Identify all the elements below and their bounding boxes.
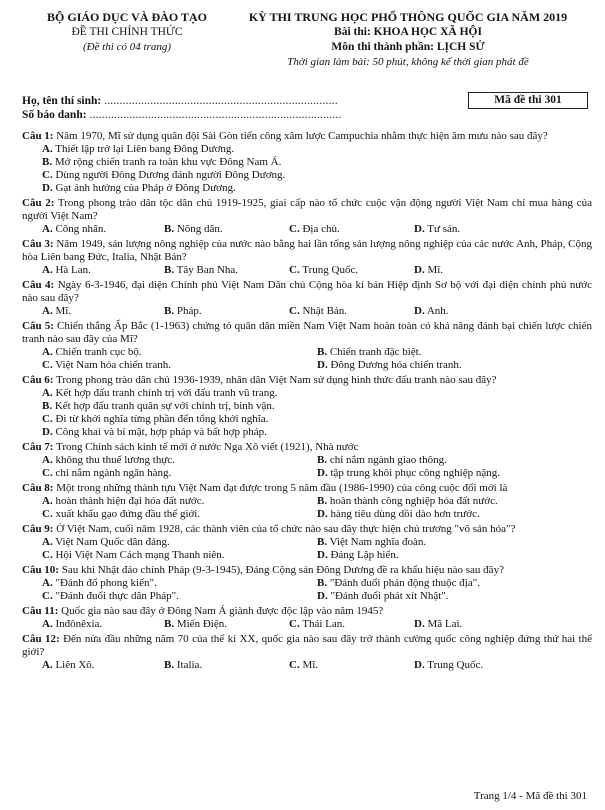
option-key: B. <box>317 346 328 358</box>
option-text: Việt Nam nghĩa đoàn. <box>329 536 427 548</box>
option-text: Nông dân. <box>176 223 223 235</box>
question-stem <box>22 320 592 346</box>
question-number: Câu 2: <box>22 197 55 209</box>
option-key: C. <box>42 467 53 479</box>
ministry-name: BỘ GIÁO DỤC VÀ ĐÀO TẠO <box>47 10 207 24</box>
answer-option <box>42 359 317 372</box>
answer-option <box>317 590 592 603</box>
option-text: xuất khẩu gạo đứng đầu thế giới. <box>55 508 201 520</box>
answer-option <box>42 495 317 508</box>
option-key: D. <box>414 223 425 235</box>
option-text: Tư sản. <box>427 223 461 235</box>
answer-option <box>317 467 592 480</box>
option-key: A. <box>42 143 53 155</box>
option-text: Tây Ban Nha. <box>176 264 239 276</box>
option-key: A. <box>42 346 53 358</box>
question-text: Sau khi Nhật đảo chính Pháp (9-3-1945), Đảng Cộng sản Đông Dương đề ra khẩu hiệu nào sau đây? <box>61 564 504 576</box>
answer-option <box>42 467 317 480</box>
option-key: C. <box>289 659 300 671</box>
option-text: tập trung khôi phục công nghiệp nặng. <box>330 467 501 479</box>
option-key: A. <box>42 305 53 317</box>
answer-options <box>22 659 592 672</box>
answer-option <box>317 577 592 590</box>
answer-option <box>42 536 317 549</box>
candidate-name-label: Họ, tên thí sinh: <box>22 95 102 107</box>
answer-option <box>42 426 592 439</box>
option-text: "Đánh đuổi phát xít Nhật". <box>330 590 449 602</box>
option-text: Công nhân. <box>55 223 107 235</box>
question-number: Câu 8: <box>22 482 54 494</box>
question-9 <box>22 523 592 562</box>
question-text: Trong phong trào dân chủ 1936-1939, nhân dân Việt Nam sử dụng hình thức đấu tranh nào sau đây? <box>56 374 497 386</box>
option-text: Nhật Bản. <box>302 305 348 317</box>
question-list <box>22 130 592 674</box>
option-text: Việt Nam Quốc dân đảng. <box>55 536 170 548</box>
option-key: C. <box>42 359 53 371</box>
candidate-name-field: ............................................................................ <box>104 95 338 107</box>
answer-option <box>414 305 592 318</box>
option-key: C. <box>42 590 53 602</box>
answer-options <box>22 346 592 372</box>
option-key: D. <box>317 590 328 602</box>
option-key: C. <box>42 549 53 561</box>
option-key: B. <box>164 659 175 671</box>
option-text: hoàn thành công nghiệp hóa đất nước. <box>329 495 498 507</box>
option-key: A. <box>42 577 53 589</box>
option-text: Công khai và bí mật, hợp pháp và bất hợp pháp. <box>55 426 267 438</box>
option-text: Mã Lai. <box>427 618 463 630</box>
question-stem <box>22 605 592 618</box>
question-5 <box>22 320 592 372</box>
option-key: D. <box>414 264 425 276</box>
answer-option <box>42 454 317 467</box>
question-8 <box>22 482 592 521</box>
answer-option <box>42 264 164 277</box>
option-key: C. <box>289 305 300 317</box>
candidate-id-row <box>22 108 342 122</box>
option-key: A. <box>42 387 53 399</box>
question-stem <box>22 197 592 223</box>
option-key: D. <box>42 182 53 194</box>
page-count-note: (Đề thi có 04 trang) <box>83 41 171 53</box>
question-number: Câu 5: <box>22 320 54 332</box>
question-text: Chiến thắng Ấp Bắc (1-1963) chứng tỏ quân dân miền Nam Việt Nam hoàn toàn có khả năng đánh bại chiến lược chiến tranh nào sau đây của Mĩ? <box>22 320 592 345</box>
answer-option <box>42 590 317 603</box>
exam-code-box: Mã đề thi 301 <box>468 92 588 109</box>
option-text: Gạt ảnh hưởng của Pháp ở Đông Dương. <box>55 182 236 194</box>
header-left <box>22 10 232 55</box>
question-number: Câu 11: <box>22 605 59 617</box>
option-key: D. <box>317 549 328 561</box>
option-text: không thu thuế lương thực. <box>55 454 175 466</box>
option-key: A. <box>42 454 53 466</box>
answer-option <box>164 659 289 672</box>
question-stem <box>22 564 592 577</box>
answer-option <box>42 156 592 169</box>
answer-option <box>42 223 164 236</box>
option-key: D. <box>317 359 328 371</box>
option-text: Chiến tranh cục bộ. <box>55 346 142 358</box>
option-text: chỉ nắm ngành ngân hàng. <box>55 467 172 479</box>
question-stem <box>22 523 592 536</box>
candidate-id-field: .................................................................................. <box>89 109 342 121</box>
answer-option <box>42 143 592 156</box>
answer-option <box>42 577 317 590</box>
option-key: B. <box>164 264 175 276</box>
option-key: C. <box>42 508 53 520</box>
question-stem <box>22 238 592 264</box>
question-text: Trong phong trào dân tộc dân chủ 1919-1925, giai cấp nào tổ chức cuộc vận động người Việt Nam chỉ mua hàng của người Việt Nam? <box>22 197 592 222</box>
option-text: Kết hợp đấu tranh chính trị với đấu tranh vũ trang. <box>55 387 278 399</box>
option-text: Đảng Lập hiến. <box>330 549 399 561</box>
option-text: Liên Xô. <box>55 659 95 671</box>
option-key: D. <box>414 305 425 317</box>
answer-option <box>164 223 289 236</box>
question-10 <box>22 564 592 603</box>
option-text: Mĩ. <box>302 659 319 671</box>
option-key: B. <box>42 156 53 168</box>
option-text: Đi từ khởi nghĩa từng phần đến tổng khởi nghĩa. <box>55 413 269 425</box>
question-stem <box>22 633 592 659</box>
question-1 <box>22 130 592 195</box>
candidate-info <box>22 94 342 122</box>
question-7 <box>22 441 592 480</box>
answer-option <box>289 618 414 631</box>
answer-option <box>317 549 592 562</box>
answer-option <box>164 305 289 318</box>
question-11 <box>22 605 592 631</box>
answer-option <box>42 659 164 672</box>
question-text: Năm 1970, Mĩ sử dụng quân đội Sài Gòn tiến công xâm lược Campuchia nhằm thực hiện âm mưu nào sau đây? <box>56 130 548 142</box>
option-text: Thái Lan. <box>302 618 346 630</box>
answer-option <box>414 264 592 277</box>
option-text: "Đánh đuổi thực dân Pháp". <box>55 590 179 602</box>
question-text: Trong Chính sách kinh tế mới ở nước Nga Xô viết (1921), Nhà nước <box>56 441 359 453</box>
option-key: D. <box>317 508 328 520</box>
question-number: Câu 7: <box>22 441 54 453</box>
answer-option <box>289 223 414 236</box>
option-text: Mở rộng chiến tranh ra toàn khu vực Đông Nam Á. <box>54 156 282 168</box>
answer-option <box>42 508 317 521</box>
question-number: Câu 3: <box>22 238 54 250</box>
option-key: D. <box>317 467 328 479</box>
option-key: D. <box>414 618 425 630</box>
answer-option <box>42 413 592 426</box>
option-key: B. <box>164 618 175 630</box>
answer-option <box>414 659 592 672</box>
exam-title: KỲ THI TRUNG HỌC PHỔ THÔNG QUỐC GIA NĂM 2019 <box>248 10 568 24</box>
exam-time-note: Thời gian làm bài: 50 phút, không kể thời gian phát đề <box>287 56 529 68</box>
answer-option <box>42 182 592 195</box>
answer-option <box>289 305 414 318</box>
answer-options <box>22 143 592 195</box>
option-text: Đông Dương hóa chiến tranh. <box>330 359 462 371</box>
question-number: Câu 10: <box>22 564 59 576</box>
answer-option <box>42 387 592 400</box>
answer-option <box>317 508 592 521</box>
option-key: C. <box>289 264 300 276</box>
answer-option <box>414 618 592 631</box>
answer-option <box>42 400 592 413</box>
option-text: Chiến tranh đặc biệt. <box>329 346 422 358</box>
option-key: B. <box>317 495 328 507</box>
header-right <box>228 10 588 70</box>
option-key: B. <box>317 454 328 466</box>
exam-session: Bài thi: KHOA HỌC XÃ HỘI <box>334 26 482 38</box>
answer-option <box>42 618 164 631</box>
answer-option <box>42 549 317 562</box>
answer-option <box>317 536 592 549</box>
answer-options <box>22 495 592 521</box>
option-key: A. <box>42 536 53 548</box>
question-number: Câu 6: <box>22 374 54 386</box>
question-text: Đến nửa đầu những năm 70 của thế kỉ XX, quốc gia nào sau đây trở thành cường quốc công nghiệp đứng thứ hai thế giới? <box>22 633 592 658</box>
option-text: Hà Lan. <box>55 264 91 276</box>
option-text: Trung Quốc. <box>427 659 484 671</box>
question-number: Câu 4: <box>22 279 55 291</box>
option-text: Pháp. <box>176 305 202 317</box>
question-stem <box>22 130 592 143</box>
answer-option <box>317 346 592 359</box>
question-number: Câu 9: <box>22 523 54 535</box>
answer-option <box>317 495 592 508</box>
answer-options <box>22 264 592 277</box>
option-key: C. <box>289 223 300 235</box>
option-text: Trung Quốc. <box>302 264 359 276</box>
option-text: Hội Việt Nam Cách mạng Thanh niên. <box>55 549 225 561</box>
option-key: B. <box>317 577 328 589</box>
question-2 <box>22 197 592 236</box>
option-key: B. <box>317 536 328 548</box>
question-4 <box>22 279 592 318</box>
answer-option <box>289 264 414 277</box>
exam-subject: Môn thi thành phần: LỊCH SỬ <box>331 41 485 53</box>
option-text: chỉ nắm ngành giao thông. <box>329 454 447 466</box>
option-text: Inđônêxia. <box>55 618 103 630</box>
option-key: D. <box>42 426 53 438</box>
option-text: Anh. <box>426 305 449 317</box>
answer-option <box>42 305 164 318</box>
question-number: Câu 1: <box>22 130 54 142</box>
question-stem <box>22 374 592 387</box>
question-stem <box>22 482 592 495</box>
option-key: C. <box>42 413 53 425</box>
answer-option <box>164 264 289 277</box>
option-key: A. <box>42 264 53 276</box>
option-key: A. <box>42 223 53 235</box>
option-text: Dùng người Đông Dương đánh người Đông Dương. <box>55 169 286 181</box>
question-12 <box>22 633 592 672</box>
answer-option <box>42 169 592 182</box>
option-key: B. <box>42 400 53 412</box>
answer-option <box>317 359 592 372</box>
option-text: hoàn thành hiện đại hóa đất nước. <box>55 495 205 507</box>
option-key: B. <box>164 305 175 317</box>
question-stem <box>22 279 592 305</box>
question-6 <box>22 374 592 439</box>
option-text: Kết hợp đấu tranh quân sự với chính trị, binh vận. <box>54 400 275 412</box>
option-text: Địa chủ. <box>302 223 340 235</box>
option-text: Italia. <box>176 659 203 671</box>
answer-options <box>22 536 592 562</box>
question-text: Năm 1949, sản lượng nông nghiệp của nước nào bằng hai lần tổng sản lượng nông nghiệp của các nước Anh, Pháp, Cộng hòa Liên bang Đức, Italia, Nhật Bản? <box>22 238 592 263</box>
option-key: A. <box>42 618 53 630</box>
answer-option <box>289 659 414 672</box>
answer-options <box>22 577 592 603</box>
option-key: B. <box>164 223 175 235</box>
option-key: C. <box>289 618 300 630</box>
question-3 <box>22 238 592 277</box>
option-text: Mĩ. <box>55 305 72 317</box>
answer-options <box>22 387 592 439</box>
answer-options <box>22 618 592 631</box>
answer-option <box>317 454 592 467</box>
answer-option <box>164 618 289 631</box>
question-stem <box>22 441 592 454</box>
answer-options <box>22 223 592 236</box>
option-text: "Đánh đuổi phản động thuộc địa". <box>329 577 480 589</box>
option-text: Thiết lập trở lại Liên bang Đông Dương. <box>55 143 235 155</box>
answer-options <box>22 454 592 480</box>
candidate-name-row <box>22 94 342 108</box>
candidate-id-label: Số báo danh: <box>22 109 87 121</box>
option-key: A. <box>42 659 53 671</box>
question-text: Ở Việt Nam, cuối năm 1928, các thành viên của tổ chức nào sau đây thực hiện chủ trương "vô sản hóa"? <box>56 523 516 535</box>
page-footer: Trang 1/4 - Mã đề thi 301 <box>473 790 587 802</box>
official-exam-label: ĐỀ THI CHÍNH THỨC <box>71 26 183 38</box>
option-text: Việt Nam hóa chiến tranh. <box>55 359 171 371</box>
option-text: hàng tiêu dùng dồi dào hơn trước. <box>330 508 480 520</box>
question-number: Câu 12: <box>22 633 60 645</box>
answer-option <box>414 223 592 236</box>
answer-option <box>42 346 317 359</box>
option-text: Mĩ. <box>427 264 444 276</box>
option-text: "Đánh đổ phong kiến". <box>55 577 157 589</box>
question-text: Ngày 6-3-1946, đại diện Chính phủ Việt Nam Dân chủ Cộng hòa kí bản Hiệp định Sơ bộ với đại diện chính phủ nước nào sau đây? <box>22 279 592 304</box>
question-text: Một trong những thành tựu Việt Nam đạt được trong 5 năm đầu (1986-1990) của công cuộc đổi mới là <box>56 482 508 494</box>
option-key: C. <box>42 169 53 181</box>
option-key: D. <box>414 659 425 671</box>
option-text: Miến Điện. <box>176 618 227 630</box>
question-text: Quốc gia nào sau đây ở Đông Nam Á giành được độc lập vào năm 1945? <box>61 605 384 617</box>
answer-options <box>22 305 592 318</box>
option-key: A. <box>42 495 53 507</box>
